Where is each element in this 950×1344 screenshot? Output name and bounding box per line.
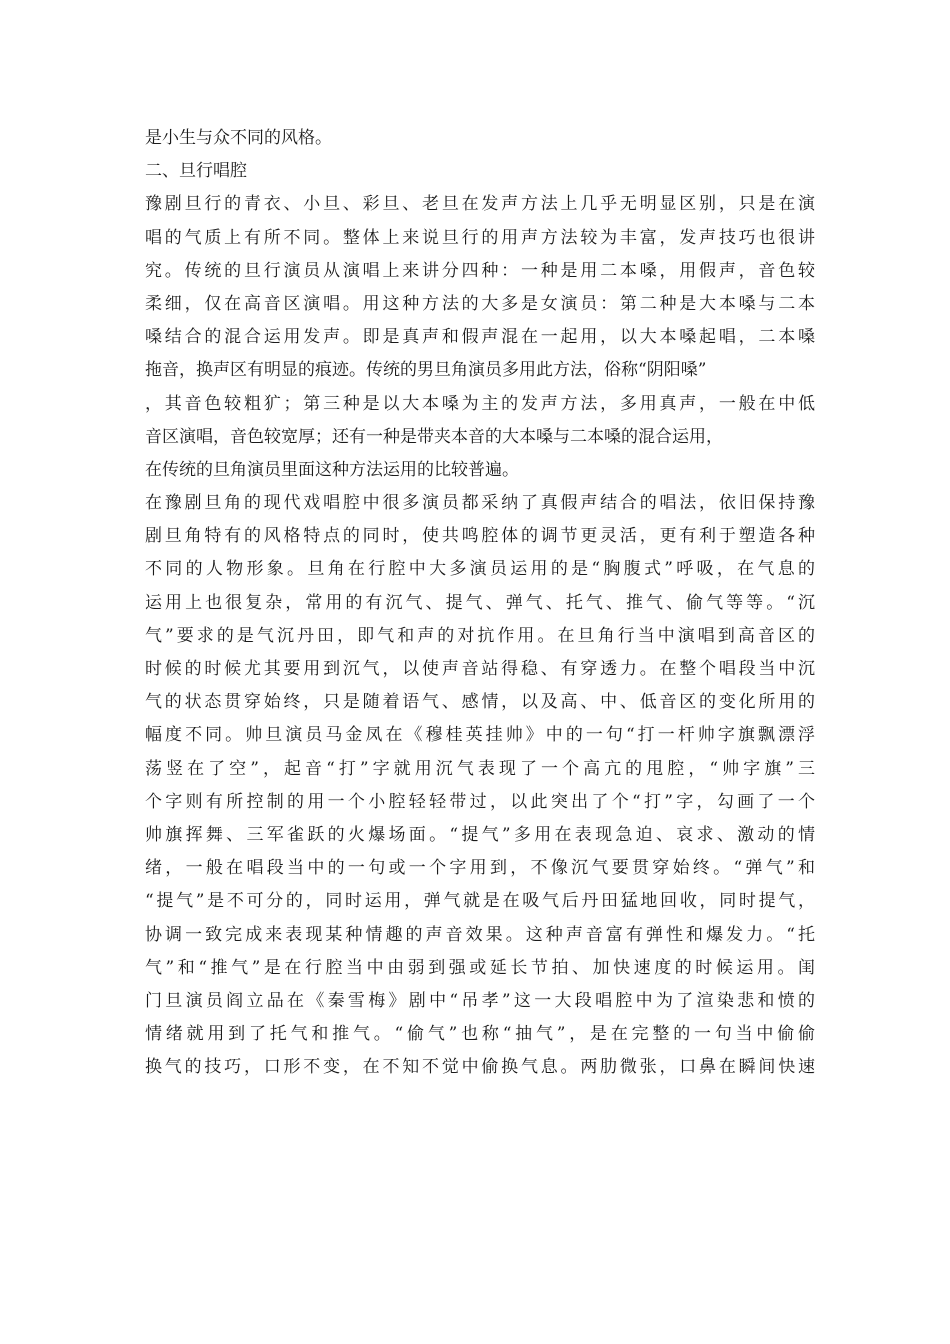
text-line: 气的状态贯穿始终，只是随着语气、感情，以及高、中、低音区的变化所用的 [145,692,815,713]
text-line: 音区演唱，音色较宽厚；还有一种是带夹本音的大本嗓与二本嗓的混合运用， [145,426,723,447]
text-line: 唱的气质上有所不同。整体上来说旦行的用声方法较为丰富，发声技巧也很讲 [145,227,815,248]
text-line: 换气的技巧，口形不变，在不知不觉中偷换气息。两肋微张，口鼻在瞬间快速 [145,1057,815,1078]
text-line: 个字则有所控制的用一个小腔轻轻带过，以此突出了个“打”字，勾画了一个 [145,791,815,812]
text-line: 帅旗挥舞、三军雀跃的火爆场面。“提气”多用在表现急迫、哀求、激动的情 [145,824,815,845]
text-line: 不同的人物形象。旦角在行腔中大多演员运用的是“胸腹式”呼吸，在气息的 [145,559,815,580]
text-line: 究。传统的旦行演员从演唱上来讲分四种：一种是用二本嗓，用假声，音色较 [145,260,815,281]
text-line: 气”和“推气”是在行腔当中由弱到强或延长节拍、加快速度的时候运用。闺 [145,957,815,978]
text-line: 门旦演员阎立品在《秦雪梅》剧中“吊孝”这一大段唱腔中为了渲染悲和愤的 [145,990,815,1011]
text-line: 嗓结合的混合运用发声。即是真声和假声混在一起用，以大本嗓起唱，二本嗓 [145,327,815,348]
document-body [145,122,815,1084]
text-line: 幅度不同。帅旦演员马金凤在《穆桂英挂帅》中的一句“打一杆帅字旗飘漂浮 [145,725,815,746]
text-line: “提气”是不可分的，同时运用，弹气就是在吸气后丹田猛地回收，同时提气， [145,891,815,912]
text-line: ，其音色较粗犷；第三种是以大本嗓为主的发声方法，多用真声，一般在中低 [145,393,815,414]
text-line: 运用上也很复杂，常用的有沉气、提气、弹气、托气、推气、偷气等等。“沉 [145,592,815,613]
text-line: 情绪就用到了托气和推气。“偷气”也称“抽气”，是在完整的一句当中偷偷 [145,1024,815,1045]
text-line: 二、旦行唱腔 [145,161,247,182]
text-line: 是小生与众不同的风格。 [145,128,332,148]
text-line: 绪，一般在唱段当中的一句或一个字用到，不像沉气要贯穿始终。“弹气”和 [145,858,815,879]
text-line: 气”要求的是气沉丹田，即气和声的对抗作用。在旦角行当中演唱到高音区的 [145,625,815,646]
text-line: 在豫剧旦角的现代戏唱腔中很多演员都采纳了真假声结合的唱法，依旧保持豫 [145,493,815,514]
text-line: 豫剧旦行的青衣、小旦、彩旦、老旦在发声方法上几乎无明显区别，只是在演 [145,194,815,215]
text-line: 剧旦角特有的风格特点的同时，使共鸣腔体的调节更灵活，更有利于塑造各种 [145,526,815,547]
text-line: 在传统的旦角演员里面这种方法运用的比较普遍。 [145,459,519,480]
text-line: 荡竖在了空”，起音“打”字就用沉气表现了一个高亢的甩腔，“帅字旗”三 [145,758,815,779]
text-line: 时候的时候尤其要用到沉气，以使声音站得稳、有穿透力。在整个唱段当中沉 [145,659,815,679]
text-line: 协调一致完成来表现某种情趣的声音效果。这种声音富有弹性和爆发力。“托 [145,924,815,945]
text-line: 柔细，仅在高音区演唱。用这种方法的大多是女演员：第二种是大本嗓与二本 [145,293,815,314]
text-line: 拖音，换声区有明显的痕迹。传统的男旦角演员多用此方法，俗称“阴阳嗓” [145,360,707,381]
